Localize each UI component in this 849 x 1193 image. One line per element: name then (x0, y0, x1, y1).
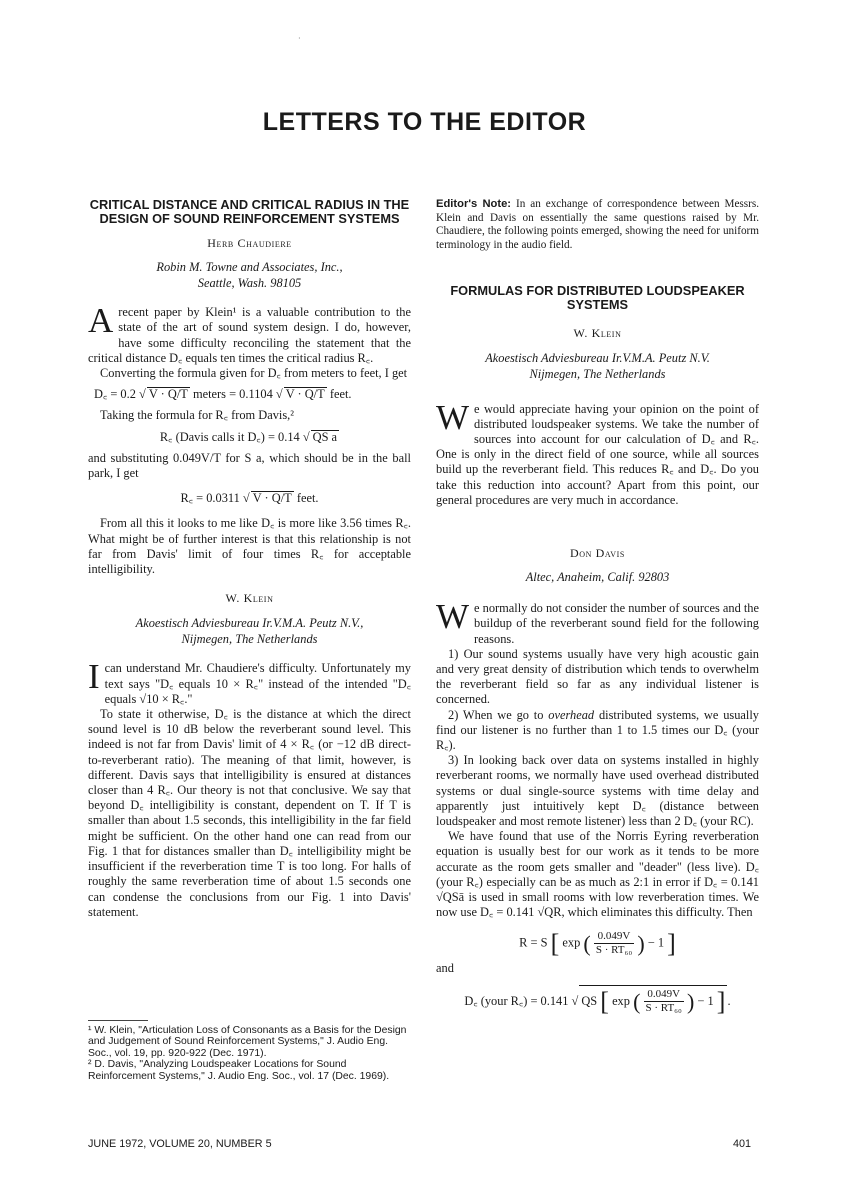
affiliation-peutz-right-line1: Akoestisch Adviesbureau Ir.V.M.A. Peutz N.V. (485, 350, 710, 365)
equation-rc-result-feet: feet. (296, 491, 319, 506)
paragraph-intro (88, 301, 411, 366)
drop-cap: I (88, 657, 100, 697)
equation-dc-distributed-fraction (644, 988, 684, 1015)
equation-dc-distributed-exp: exp (612, 993, 630, 1008)
equation-r-denominator: S · RT₆₀ (595, 944, 633, 957)
equation-dc-distributed-lhs: D꜀ (your R꜀) = 0.141 (464, 993, 569, 1008)
page-title: LETTERS TO THE EDITOR (262, 108, 587, 136)
and-word: and (436, 961, 454, 976)
equation-dc-radicand: V · Q/T (148, 387, 188, 402)
equation-dc-radicand-2: V · Q/T (285, 387, 325, 402)
close-bracket: ] (667, 928, 676, 958)
reason-1: 1) Our sound systems usually have very high acoustic gain and very great density of distribution which tends to overwhelm the reverberant field so far as any individual listener is concerned. (436, 646, 759, 707)
equation-dc-meters: meters = 0.1104 (192, 387, 273, 402)
paragraph-distributed-question (436, 397, 759, 508)
equation-dc-distributed-numerator: 0.049V (644, 988, 684, 1002)
left-column (88, 198, 411, 920)
footer-issue: JUNE 1972, VOLUME 20, NUMBER 5 (88, 1138, 272, 1150)
right-column (436, 198, 759, 1025)
equation-dc-lhs: D꜀ = 0.2 (94, 387, 136, 402)
reason-2 (436, 708, 759, 754)
equation-r-fraction (594, 930, 634, 957)
author-klein: W. Klein (573, 326, 622, 341)
open-paren: ( (633, 988, 641, 1014)
equation-r-lhs: R = S (519, 935, 548, 950)
paragraph-davis-reply (436, 597, 759, 647)
affiliation-towne-line2: Seattle, Wash. 98105 (197, 276, 302, 291)
equation-r (436, 930, 759, 957)
reason-2-start: 2) When we go to (448, 707, 544, 722)
equation-rc-davis: R꜀ (Davis calls it D꜀) = 0.14 √ QS a (159, 429, 338, 444)
reason-2-end: distributed systems, we usually find our listener is no further than 1 to 1.5 times our D꜀ (your R꜀). (436, 707, 759, 753)
affiliation-peutz-right-line2: Nijmegen, The Netherlands (529, 366, 666, 381)
paragraph-substituting: and substituting 0.049V/T for S a, which should be in the ball park, I get (88, 450, 411, 481)
equation-r-numerator: 0.049V (594, 930, 634, 944)
paragraph-from-all-this: From all this it looks to me like D꜀ is more like 3.56 times R꜀. What might be of further interest is that this relationship is not far from Davis' limit of four times R꜀ for acceptable intelligibility. (88, 516, 411, 577)
footnote-rule (88, 1020, 148, 1021)
editor-note-text: In an exchange of correspondence between Messrs. Klein and Davis on essentially the same questions raised by Mr. Chaudiere, the following points emerged, showing the need for uniform terminology in the audio field. (436, 198, 759, 251)
article-title-critical-distance: CRITICAL DISTANCE AND CRITICAL RADIUS IN THE DESIGN OF SOUND REINFORCEMENT SYSTEMS (89, 197, 410, 226)
paragraph-intro-text: recent paper by Klein¹ is a valuable contribution to the state of the art of sound system design. I do, however, have some difficulty reconciling the statement that the critical distance D꜀ equals ten times the critical radius R꜀. (88, 305, 411, 365)
affiliation-altec: Altec, Anaheim, Calif. 92803 (525, 570, 670, 585)
paragraph-norris-eyring: We have found that use of the Norris Eyring reverberation equation is usually best for our work as it tends to be more accurate as the room gets smaller and "deader" (less live). D꜀ (your R꜀) especially can be as much as 2:1 in error if D꜀ = 0.141 √QSā is used in small rooms with low reverberation times. We now use D꜀ = 0.141 √QR, which eliminates this difficulty. Then (436, 829, 759, 920)
equation-rc-davis-radicand: QS a (312, 429, 338, 444)
equation-dc-distributed-period: . (727, 993, 731, 1008)
equation-dc: D꜀ = 0.2 √ V · Q/T meters = 0.1104 √ V · Q/T feet. (94, 387, 352, 402)
editor-note (436, 198, 759, 252)
paragraph-converting: Converting the formula given for D꜀ from meters to feet, I get (100, 366, 408, 381)
equation-r-tail: − 1 (647, 935, 665, 950)
equation-dc-distributed: D꜀ (your R꜀) = 0.141 √ QS [ exp ( $\frac{0.049V}{\text{S · RT₆₀}}$ ) − 1 ] . (436, 985, 759, 1017)
affiliation-towne-line1: Robin M. Towne and Associates, Inc., (156, 260, 343, 275)
author-chaudiere: Herb Chaudiere (207, 236, 292, 250)
close-paren: ) (637, 931, 645, 957)
drop-cap: W (436, 597, 470, 637)
equation-dc-distributed-qs: QS (581, 993, 598, 1008)
affiliation-peutz-line1: Akoestisch Adviesbureau Ir.V.M.A. Peutz N.V., (135, 616, 364, 631)
paragraph-davis-reply-text: e normally do not consider the number of sources and the buildup of the reverberant sound field for the following reasons. (474, 601, 759, 646)
article-title-formulas: FORMULAS FOR DISTRIBUTED LOUDSPEAKER SYSTEMS (450, 283, 745, 313)
close-paren: ) (686, 988, 695, 1014)
equation-rc-result: R꜀ = 0.0311 √ V · Q/T feet. (180, 491, 319, 506)
equation-dc-distributed-tail: − 1 (697, 993, 714, 1008)
reason-2-emphasis: overhead (548, 707, 595, 722)
paragraph-taking-formula: Taking the formula for R꜀ from Davis,² (100, 408, 294, 423)
footnote-1: ¹ W. Klein, "Articulation Loss of Consonants as a Basis for the Design and Judgement of Sound Reinforcement Systems," J. Audio Eng. Soc., vol. 19, pp. 920-922 (Dec. 1971). (88, 1025, 407, 1059)
open-bracket: [ (600, 986, 609, 1016)
drop-cap: W (436, 397, 470, 437)
author-davis: Don Davis (570, 546, 625, 560)
open-paren: ( (583, 931, 591, 957)
close-bracket: ] (716, 986, 726, 1016)
paragraph-klein-reply-text: can understand Mr. Chaudiere's difficulty. Unfortunately my text says "D꜀ equals 10 × R꜀" instead of the intended "D꜀ equals √10 × R꜀." (104, 661, 411, 706)
affiliation-peutz-line2: Nijmegen, The Netherlands (181, 632, 318, 647)
equation-rc-result-lhs: R꜀ = 0.0311 (180, 491, 240, 506)
top-mark: · (298, 34, 301, 43)
equation-rc-result-radicand: V · Q/T (252, 491, 292, 506)
equation-dc-distributed-radicand (579, 985, 727, 1017)
equation-dc-distributed-denominator: S · RT₆₀ (645, 1002, 682, 1015)
author-klein-reply: W. Klein (225, 591, 274, 606)
reason-3: 3) In looking back over data on systems installed in highly reverberant rooms, we normally have used overhead distributed systems or dual single-source systems with time delay and apparently just intuitively kept D꜀ (distance between loudspeaker and most remote listener) less than 2 D꜀ (your RC). (436, 753, 759, 829)
footnote-2: ² D. Davis, "Analyzing Loudspeaker Locations for Sound Reinforcement Systems," J. Audio Eng. Soc., vol. 17 (Dec. 1969). (88, 1059, 390, 1082)
open-bracket: [ (550, 928, 560, 958)
equation-r-exp: exp (562, 935, 581, 950)
equation-rc-davis-lhs: R꜀ (Davis calls it D꜀) = 0.14 (159, 429, 300, 444)
paragraph-state-otherwise: To state it otherwise, D꜀ is the distance at which the direct sound level is 10 dB below the reverberant sound level. This indeed is not far from Davis' limit of 4 × R꜀ (or −12 dB direct-to-reverberant ratio). The meaning of that limit, however, is different. Davis says that intelligibility is ensured at distances closer than 4 R꜀. Our theory is not that conclusive. We say that beyond D꜀ intelligibility is constant, dependent on T. If T is smaller than about 1.5 seconds, this intelligibility in the far field might be sufficient. On the other hand one can read from our Fig. 1 that for distances smaller than D꜀ intelligibility might be insufficient if the reverberation time T is too long. For halls of roughly the same reverberation time of about 1.5 seconds one can condense the conclusions from our Fig. 1 into Davis' statement. (88, 707, 411, 919)
equation-dc-feet: feet. (329, 387, 352, 402)
drop-cap: A (88, 301, 114, 341)
paragraph-distributed-question-text: e would appreciate having your opinion on the point of distributed loudspeaker systems. We take the number of sources into account for our calculation of D꜀ and R꜀. One is only in the direct field of one source, while all sources build up the reverberant field. This reduces R꜀ and D꜀. Do you take this reduction into account? Apart from this point, our general procedures are very much in accordance. (436, 401, 759, 507)
page-number: 401 (733, 1138, 752, 1150)
footnotes (88, 1020, 411, 1082)
paragraph-klein-reply (88, 657, 411, 707)
editor-note-label: Editor's Note: (436, 198, 512, 210)
